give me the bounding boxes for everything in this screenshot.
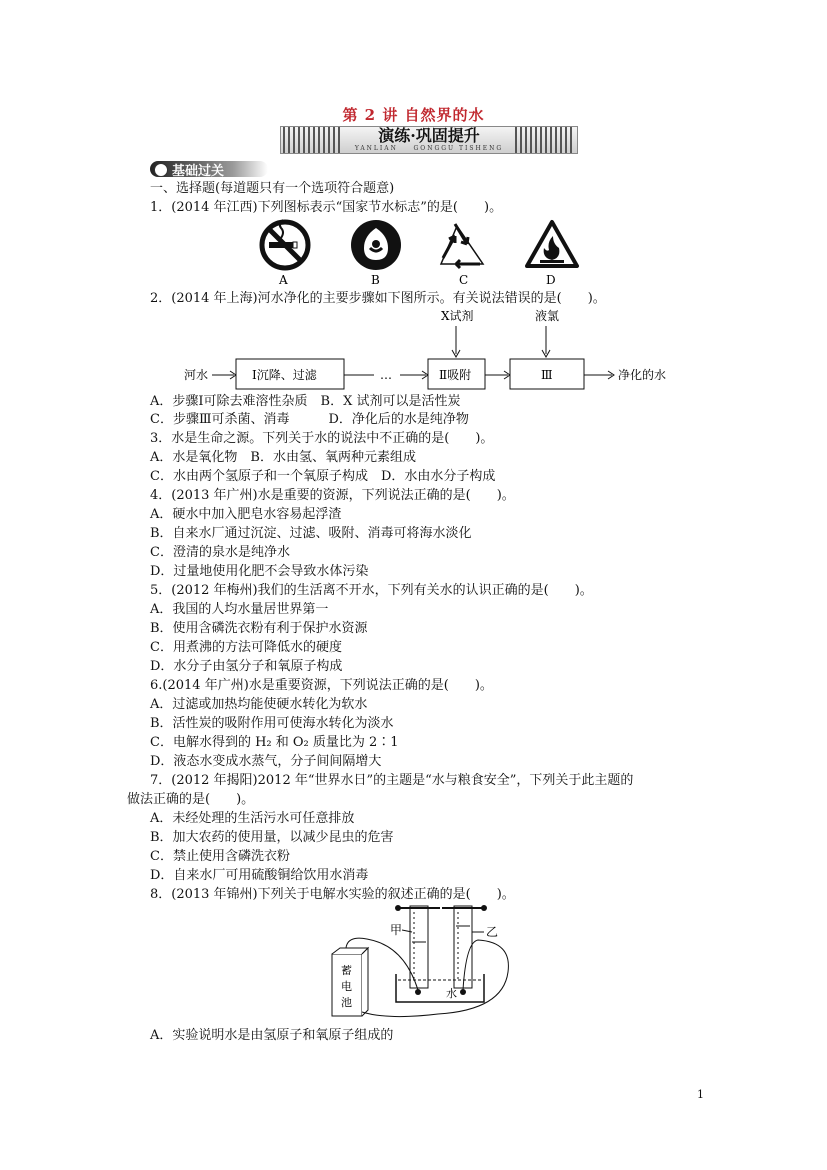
q5-option-d: D．水分子由氢分子和氧原子构成 (150, 659, 343, 674)
q7-option-b: B．加大农药的使用量，以减少昆虫的危害 (150, 830, 394, 845)
recycle-icon (441, 224, 483, 268)
q6-option-b: B．活性炭的吸附作用可使海水转化为淡水 (150, 716, 394, 731)
tube-yi-label: 乙 (486, 925, 499, 939)
q6-option-d: D．液态水变成水蒸气，分子间间隔增大 (150, 754, 382, 769)
banner-pinyin-left: YANLIAN (354, 145, 398, 152)
q6-option-a: A．过滤或加热均能使硬水转化为软水 (150, 697, 368, 712)
page-title: 第 2 讲 自然界的水 (342, 106, 485, 124)
page-number: 1 (697, 1088, 704, 1101)
reagent-x-label: X试剂 (441, 309, 474, 323)
q1-stem: 1．(2014 年江西)下列图标表示“国家节水标志”的是( )。 (150, 200, 503, 215)
q1-label-a: A (279, 273, 288, 287)
q7-option-d: D．自来水厂可用硫酸铜给饮用水消毒 (150, 868, 369, 883)
q4-option-d: D．过量地使用化肥不会导致水体污染 (150, 564, 369, 579)
electrolysis-apparatus (328, 902, 528, 1022)
q2-stem: 2．(2014 年上海)河水净化的主要步骤如下图所示。有关说法错误的是( )。 (150, 291, 606, 306)
banner-stripes-left (283, 127, 343, 153)
q5-stem: 5．(2012 年梅州)我们的生活离不开水，下列有关水的认识正确的是( )。 (150, 583, 593, 598)
q7-option-c: C．禁止使用含磷洗衣粉 (150, 849, 290, 864)
flammable-icon (527, 222, 577, 266)
q1-label-b: B (371, 273, 380, 287)
q6-stem: 6.(2014 年广州)水是重要资源，下列说法正确的是( )。 (150, 678, 493, 693)
q2-option-ab: A．步骤Ⅰ可除去难溶性杂质 B．X 试剂可以是活性炭 (150, 394, 461, 409)
section-dot-icon (154, 163, 168, 177)
q1-label-c: C (459, 273, 469, 287)
q6-option-c: C．电解水得到的 H₂ 和 O₂ 质量比为 2∶1 (150, 735, 399, 750)
no-smoking-icon (262, 220, 308, 268)
q5-option-b: B．使用含磷洗衣粉有利于保护水资源 (150, 621, 368, 636)
banner-pinyin-right: GONGGU TISHENG (413, 145, 504, 152)
q4-option-b: B．自来水厂通过沉淀、过滤、吸附、消毒可将海水淡化 (150, 526, 472, 541)
q8-stem: 8．(2013 年锦州)下列关于电解水实验的叙述正确的是( )。 (150, 887, 515, 902)
instruction: 一、选择题(每道题只有一个选项符合题意) (150, 181, 395, 196)
section-title: 基础过关 (172, 164, 225, 179)
q2-option-cd: C．步骤Ⅲ可杀菌、消毒 D．净化后的水是纯净物 (150, 412, 469, 427)
q5-option-c: C．用煮沸的方法可降低水的硬度 (150, 640, 342, 655)
step3-label: Ⅲ (541, 368, 553, 382)
input-label: 河水 (184, 368, 209, 382)
reagent-cl-label: 液氯 (535, 309, 560, 323)
q1-icons (255, 218, 595, 290)
water-purification-diagram (180, 308, 680, 398)
q7-stem-line1: 7．(2012 年揭阳)2012 年“世界水日”的主题是“水与粮食安全”，下列关于此主题的 (150, 773, 634, 788)
banner-stripes-right (515, 127, 575, 153)
q5-option-a: A．我国的人均水量居世界第一 (150, 602, 329, 617)
q3-option-cd: C．水由两个氢原子和一个氧原子构成 D．水由水分子构成 (150, 469, 496, 484)
dots-label: … (380, 368, 392, 382)
output-label: 净化的水 (618, 368, 667, 382)
q4-option-a: A．硬水中加入肥皂水容易起浮渣 (150, 507, 342, 522)
step1-label: Ⅰ沉降、过滤 (252, 368, 317, 382)
step2-label: Ⅱ吸附 (439, 368, 472, 382)
water-saving-icon (351, 220, 401, 270)
section-banner (280, 126, 578, 154)
q4-stem: 4．(2013 年广州)水是重要的资源，下列说法正确的是( )。 (150, 488, 515, 503)
battery-char-1: 蓄 (341, 964, 352, 977)
battery-char-3: 池 (341, 996, 352, 1009)
water-label: 水 (446, 987, 457, 1000)
q3-option-ab: A．水是氧化物 B．水由氢、氧两种元素组成 (150, 450, 416, 465)
q3-stem: 3．水是生命之源。下列关于水的说法中不正确的是( )。 (150, 431, 494, 446)
banner-center (343, 127, 515, 153)
q7-stem-line2: 做法正确的是( )。 (127, 792, 255, 807)
battery-char-2: 电 (341, 980, 352, 993)
tube-jia-label: 甲 (390, 923, 403, 937)
q1-label-d: D (546, 273, 556, 287)
banner-title: 演练·巩固提升 (378, 126, 480, 145)
q4-option-c: C．澄清的泉水是纯净水 (150, 545, 290, 560)
q7-option-a: A．未经处理的生活污水可任意排放 (150, 811, 355, 826)
banner-pinyin (343, 145, 515, 152)
q8-option-a: A．实验说明水是由氢原子和氧原子组成的 (150, 1028, 394, 1043)
